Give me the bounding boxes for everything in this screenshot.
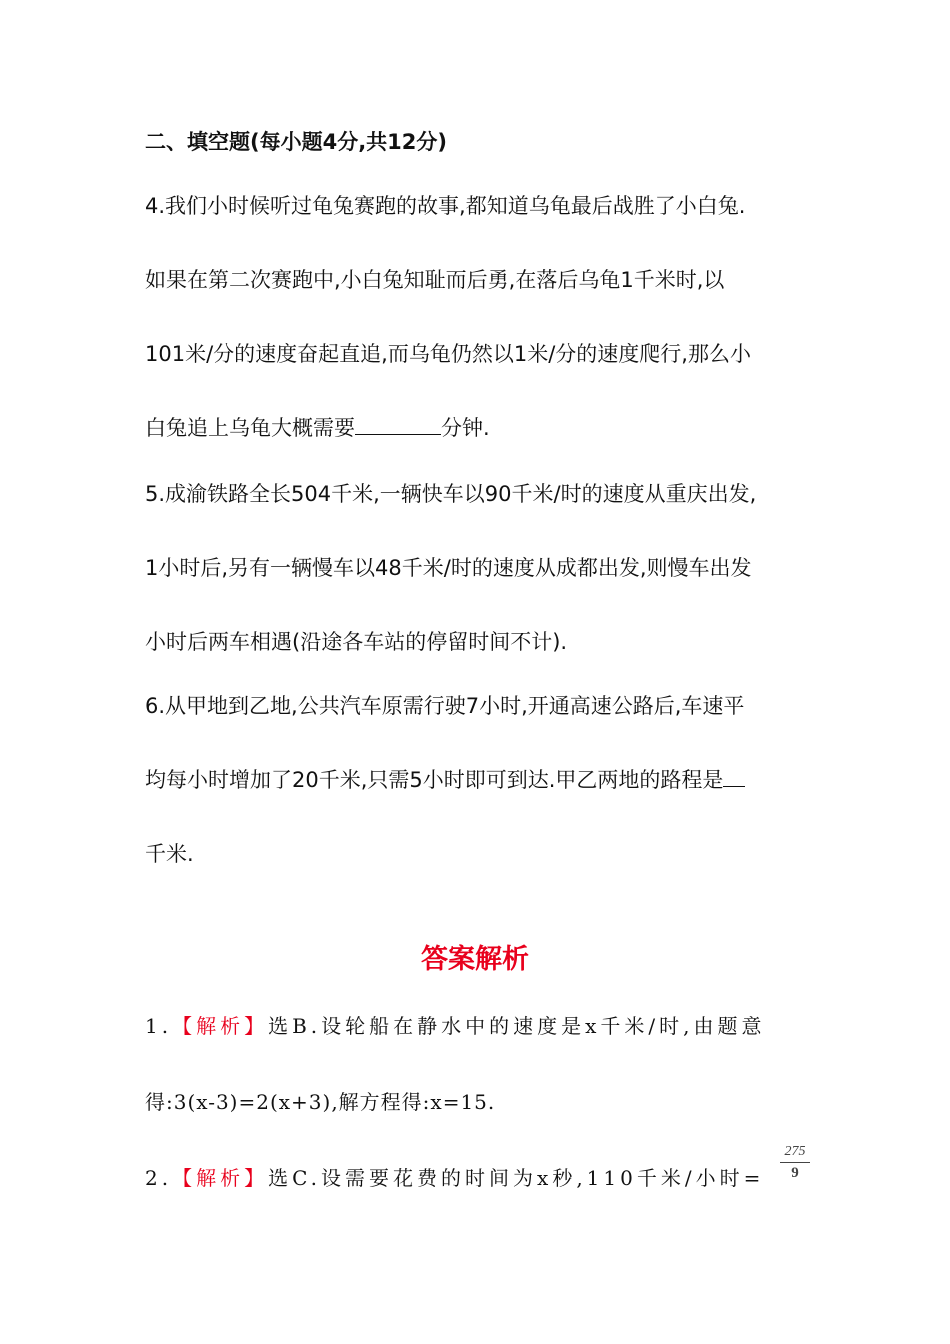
answer-2-line-1 — [145, 1164, 764, 1192]
answer-2-fraction — [780, 1144, 810, 1182]
section-title: 二、填空题(每小题4分,共12分) — [145, 130, 448, 154]
answer-2-tag: 【解析】 — [172, 1166, 269, 1190]
fraction-numerator: 275 — [784, 1144, 806, 1159]
answers-title: 答案解析 — [421, 944, 529, 975]
answer-1-text: 选B.设轮船在静水中的速度是x千米/时,由题意 — [268, 1014, 766, 1038]
q6-line-1: 6.从甲地到乙地,公共汽车原需行驶7小时,开通高速公路后,车速平 — [145, 694, 745, 718]
q4-line-4-text: 白兔追上乌龟大概需要 — [145, 416, 355, 440]
fraction-bar — [780, 1162, 810, 1163]
fraction-denominator: 9 — [791, 1165, 799, 1181]
answer-1-tag: 【解析】 — [172, 1014, 269, 1038]
answer-2-number: 2. — [145, 1166, 173, 1190]
answer-1-line-2: 得:3(x-3)=2(x+3),解方程得:x=15. — [145, 1090, 496, 1114]
answer-1-number: 1. — [145, 1014, 173, 1038]
q6-line-2-text: 均每小时增加了20千米,只需5小时即可到达.甲乙两地的路程是 — [145, 768, 724, 792]
answer-2-text: 选C.设需要花费的时间为x秒,110千米/小时= — [268, 1166, 765, 1190]
q6-line-2 — [145, 766, 745, 794]
q5-line-3: 小时后两车相遇(沿途各车站的停留时间不计). — [145, 630, 568, 654]
q4-line-4 — [145, 414, 490, 442]
q6-line-3: 千米. — [145, 842, 194, 866]
q4-line-1: 4.我们小时候听过龟兔赛跑的故事,都知道乌龟最后战胜了小白兔. — [145, 194, 746, 218]
q5-line-1: 5.成渝铁路全长504千米,一辆快车以90千米/时的速度从重庆出发, — [145, 482, 757, 506]
q6-answer-blank — [723, 766, 745, 787]
q4-line-2: 如果在第二次赛跑中,小白兔知耻而后勇,在落后乌龟1千米时,以 — [145, 268, 725, 292]
q4-line-4-tail: 分钟. — [441, 416, 490, 440]
q4-line-3: 101米/分的速度奋起直追,而乌龟仍然以1米/分的速度爬行,那么小 — [145, 342, 751, 366]
answer-1-line-1 — [145, 1012, 766, 1040]
q4-answer-blank — [355, 414, 441, 435]
q5-line-2: 1小时后,另有一辆慢车以48千米/时的速度从成都出发,则慢车出发 — [145, 556, 752, 580]
